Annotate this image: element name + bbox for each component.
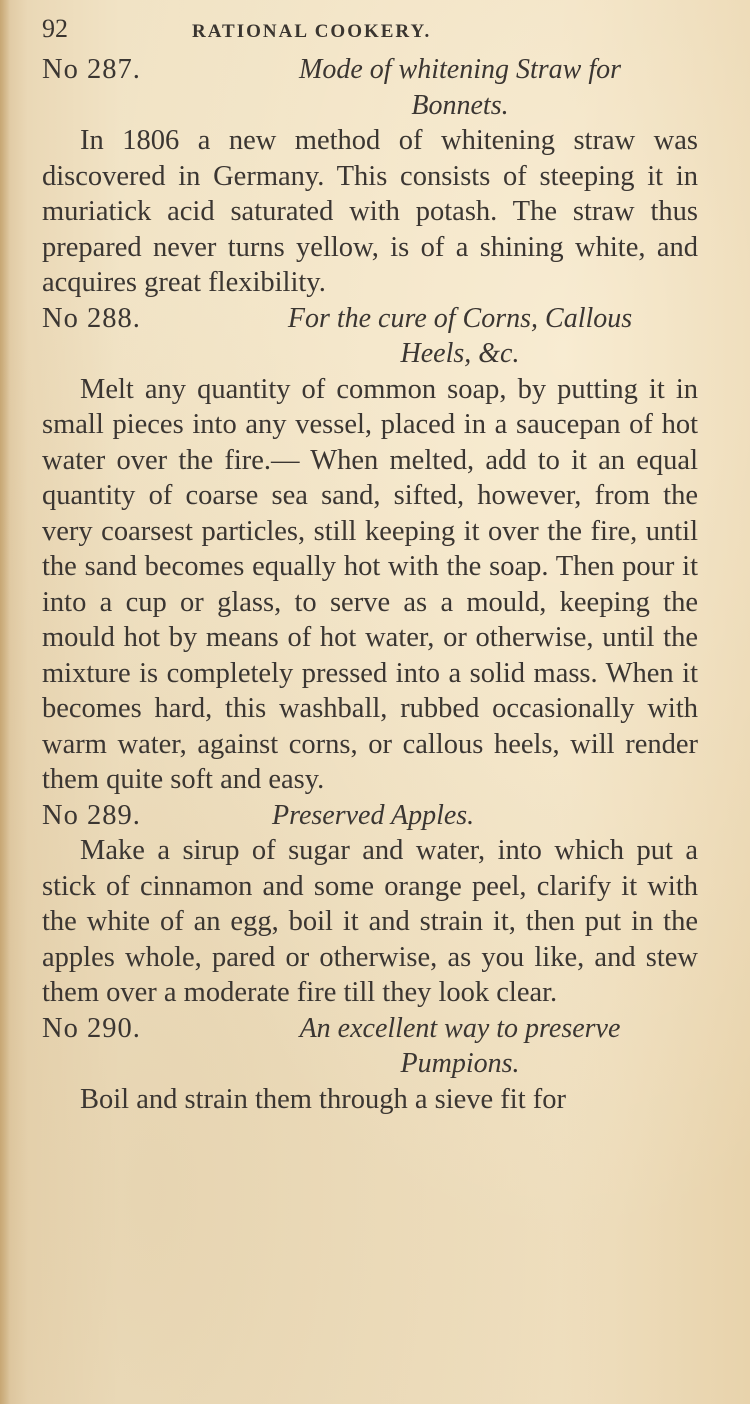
entry-title-continuation: Bonnets. (411, 89, 509, 121)
entry-number: No 288. (42, 302, 141, 334)
entry-287 (42, 52, 698, 301)
page-edge-shadow (0, 0, 10, 1404)
entry-heading (42, 52, 698, 88)
entry-288 (42, 301, 698, 798)
running-title: RATIONAL COOKERY. (192, 21, 432, 42)
entry-text: In 1806 a new method of whitening straw was discovered in Germany. This consists of steeping it in muriatick acid saturated with potash. The straw thus prepared never turns yellow, is of a shining white, and acquires great flexibility. (42, 125, 698, 298)
entry-290 (42, 1011, 698, 1118)
entry-number: No 287. (42, 54, 141, 85)
entry-title-continuation: Pumpions. (400, 1048, 520, 1079)
page-header (42, 14, 698, 52)
page-number: 92 (42, 14, 68, 43)
entry-number: No 290. (42, 1012, 141, 1044)
entry-289 (42, 798, 698, 1011)
entry-text: Boil and strain them through a sieve fit for (80, 1083, 566, 1115)
entry-heading (42, 301, 698, 337)
entry-text: Melt any quantity of common soap, by putting it in small pieces into any vessel, placed in a saucepan of hot water over the fire.— When melted, add to it an equal quantity of coarse sea sand, sifted, however, from the very coarsest particles, still keeping it over the fire, until the sand becomes equally hot with the soap. Then pour it into a cup or glass, to serve as a mould, keeping the mould hot by means of hot water, or otherwise, until the mixture is completely pressed into a solid mass. When it becomes hard, this washball, rubbed occasionally with warm water, against corns, or callous heels, will render them quite soft and easy. (42, 373, 698, 795)
entry-heading (42, 1011, 698, 1047)
entry-title: For the cure of Corns, Callous (287, 302, 633, 334)
entry-title: Preserved Apples. (272, 799, 475, 831)
entry-text: Make a sirup of sugar and water, into which put a stick of cinnamon and some orange peel, clarify it with the white of an egg, boil it and strain it, then put in the apples whole, pared or otherwise, as you like, and stew them over a moderate fire till they look clear. (42, 835, 698, 1008)
entry-title: Mode of whitening Straw for (299, 54, 621, 85)
entry-title: An excellent way to preserve (299, 1012, 621, 1044)
page-body (42, 52, 698, 1117)
entry-heading (42, 798, 698, 834)
entry-title-continuation: Heels, &c. (400, 338, 520, 369)
entry-number: No 289. (42, 799, 141, 831)
